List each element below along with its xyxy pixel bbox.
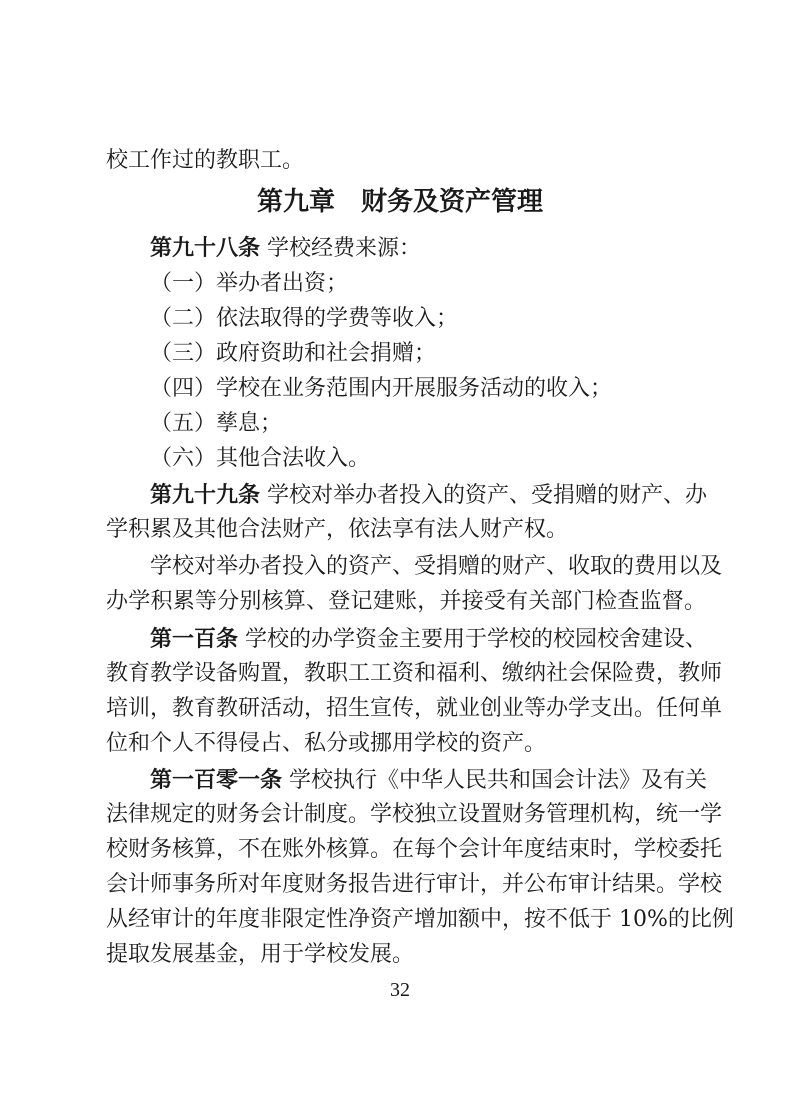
article-100-heading: 第一百条	[150, 626, 239, 652]
article-99-line-2: 学积累及其他合法财产，依法享有法人财产权。	[106, 517, 569, 542]
article-99-para2-line-1: 学校对举办者投入的资产、受捐赠的财产、收取的费用以及	[150, 554, 723, 579]
article-98-text: 学校经费来源：	[260, 236, 422, 261]
article-98-intro	[106, 231, 706, 266]
continuation-line: 校工作过的教职工。	[106, 148, 305, 173]
list-item: （二）依法取得的学费等收入；	[150, 306, 459, 331]
article-99-para2-line-2: 办学积累等分别核算、登记建账，并接受有关部门检查监督。	[106, 589, 706, 614]
chapter-title: 第九章 财务及资产管理	[256, 187, 543, 217]
article-99-heading: 第九十九条	[150, 482, 261, 508]
page-number: 32	[390, 979, 410, 1001]
list-item: （六）其他合法收入。	[150, 446, 371, 471]
article-101-line-3: 校财务核算，不在账外核算。在每个会计年度结束时，学校委托	[106, 837, 723, 862]
list-item: （四）学校在业务范围内开展服务活动的收入；	[150, 376, 613, 401]
article-101-heading: 第一百零一条	[150, 767, 283, 793]
article-100-line-1	[106, 622, 706, 657]
article-99-text: 学校对举办者投入的资产、受捐赠的财产、办	[260, 483, 708, 508]
article-98-heading: 第九十八条	[150, 235, 261, 261]
list-item: （五）孳息；	[150, 411, 283, 436]
article-99-line-1	[106, 478, 706, 513]
list-item: （一）举办者出资；	[150, 271, 349, 296]
article-100-line-4: 位和个人不得侵占、私分或挪用学校的资产。	[106, 731, 547, 756]
article-101-line-6: 提取发展基金，用于学校发展。	[106, 942, 415, 967]
article-101-line-5: 从经审计的年度非限定性净资产增加额中，按不低于 10%的比例	[106, 907, 734, 932]
article-100-line-2: 教育教学设备购置，教职工工资和福利、缴纳社会保险费，教师	[106, 661, 723, 686]
article-101-text: 学校执行《中华人民共和国会计法》及有关	[282, 768, 708, 793]
article-100-text: 学校的办学资金主要用于学校的校园校舍建设、	[238, 627, 708, 652]
list-item: （三）政府资助和社会捐赠；	[150, 341, 437, 366]
article-100-line-3: 培训，教育教研活动，招生宣传，就业创业等办学支出。任何单	[106, 696, 723, 721]
article-101-line-2: 法律规定的财务会计制度。学校独立设置财务管理机构，统一学	[106, 802, 723, 827]
article-101-line-4: 会计师事务所对年度财务报告进行审计，并公布审计结果。学校	[106, 872, 723, 897]
article-101-line-1	[106, 763, 706, 798]
